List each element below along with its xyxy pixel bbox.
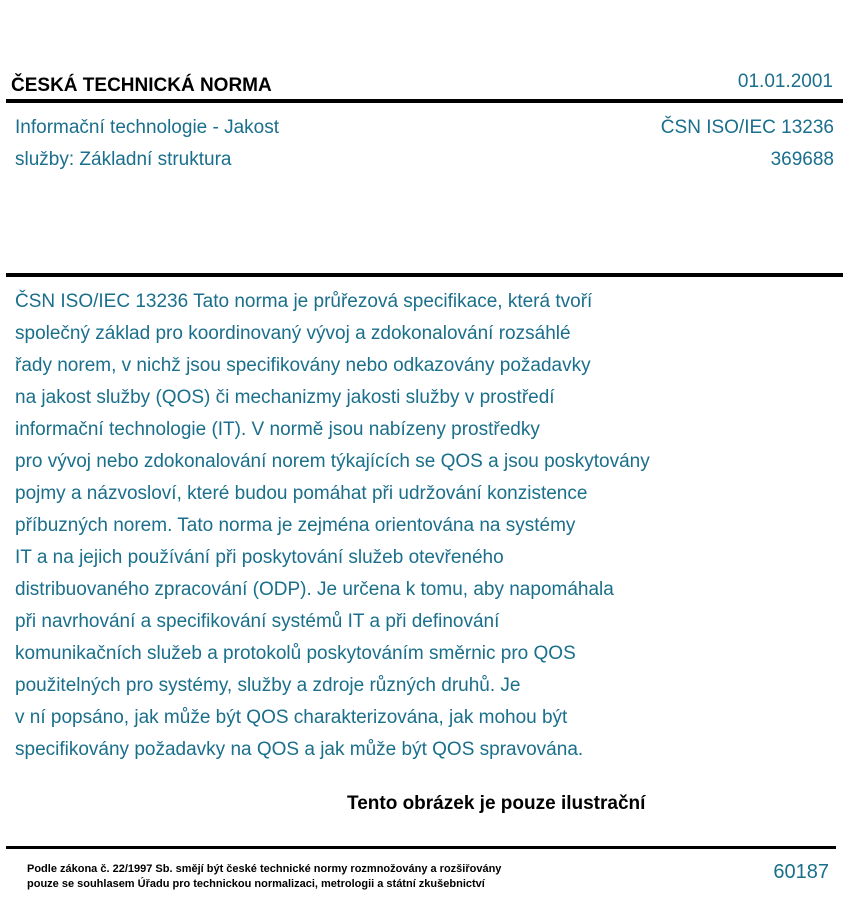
abstract-line: distribuovaného zpracování (ODP). Je určena k tomu, aby napomáhala xyxy=(15,579,614,600)
abstract-line: informační technologie (IT). V normě jsou nabízeny prostředky xyxy=(15,419,540,440)
document-title-line-2: služby: Základní struktura xyxy=(15,149,232,170)
abstract-line: IT a na jejich používání při poskytování služeb otevřeného xyxy=(15,547,504,568)
abstract-line: komunikačních služeb a protokolů poskytováním směrnic pro QOS xyxy=(15,643,576,664)
footer-divider xyxy=(6,846,836,849)
abstract-line: společný základ pro koordinovaný vývoj a zdokonalování rozsáhlé xyxy=(15,323,571,344)
abstract-line: pro vývoj nebo zdokonalování norem týkajících se QOS a jsou poskytovány xyxy=(15,451,650,472)
abstract-line: řady norem, v nichž jsou specifikovány nebo odkazovány požadavky xyxy=(15,355,591,376)
standard-number: ČSN ISO/IEC 13236 xyxy=(660,117,834,138)
legal-notice-line-1: Podle zákona č. 22/1997 Sb. smějí být české technické normy rozmnožovány a rozšiřovány xyxy=(27,863,502,875)
abstract-line: při navrhování a specifikování systémů IT a při definování xyxy=(15,611,500,632)
title-divider xyxy=(6,273,843,277)
abstract-line: v ní popsáno, jak může být QOS charakterizována, jak mohou být xyxy=(15,707,568,728)
abstract-line: na jakost služby (QOS) či mechanizmy jakosti služby v prostředí xyxy=(15,387,555,408)
document-id: 60187 xyxy=(773,861,829,883)
standard-type-heading: ČESKÁ TECHNICKÁ NORMA xyxy=(11,75,272,96)
abstract-line: pojmy a názvosloví, které budou pomáhat při udržování konzistence xyxy=(15,483,588,504)
abstract-line: specifikovány požadavky na QOS a jak může být QOS spravována. xyxy=(15,739,584,760)
document-title-line-1: Informační technologie - Jakost xyxy=(15,117,280,138)
abstract-text xyxy=(15,286,845,766)
abstract-line: příbuzných norem. Tato norma je zejména orientována na systémy xyxy=(15,515,576,536)
abstract-line: použitelných pro systémy, služby a zdroje různých druhů. Je xyxy=(15,675,521,696)
classification-code: 369688 xyxy=(770,149,834,170)
illustration-note: Tento obrázek je pouze ilustrační xyxy=(347,793,646,814)
effective-date: 01.01.2001 xyxy=(737,71,833,92)
legal-notice-line-2: pouze se souhlasem Úřadu pro technickou normalizaci, metrologii a státní zkušebnictví xyxy=(27,878,485,890)
header-divider xyxy=(6,99,843,103)
abstract-line: ČSN ISO/IEC 13236 Tato norma je průřezová specifikace, která tvoří xyxy=(15,291,593,312)
